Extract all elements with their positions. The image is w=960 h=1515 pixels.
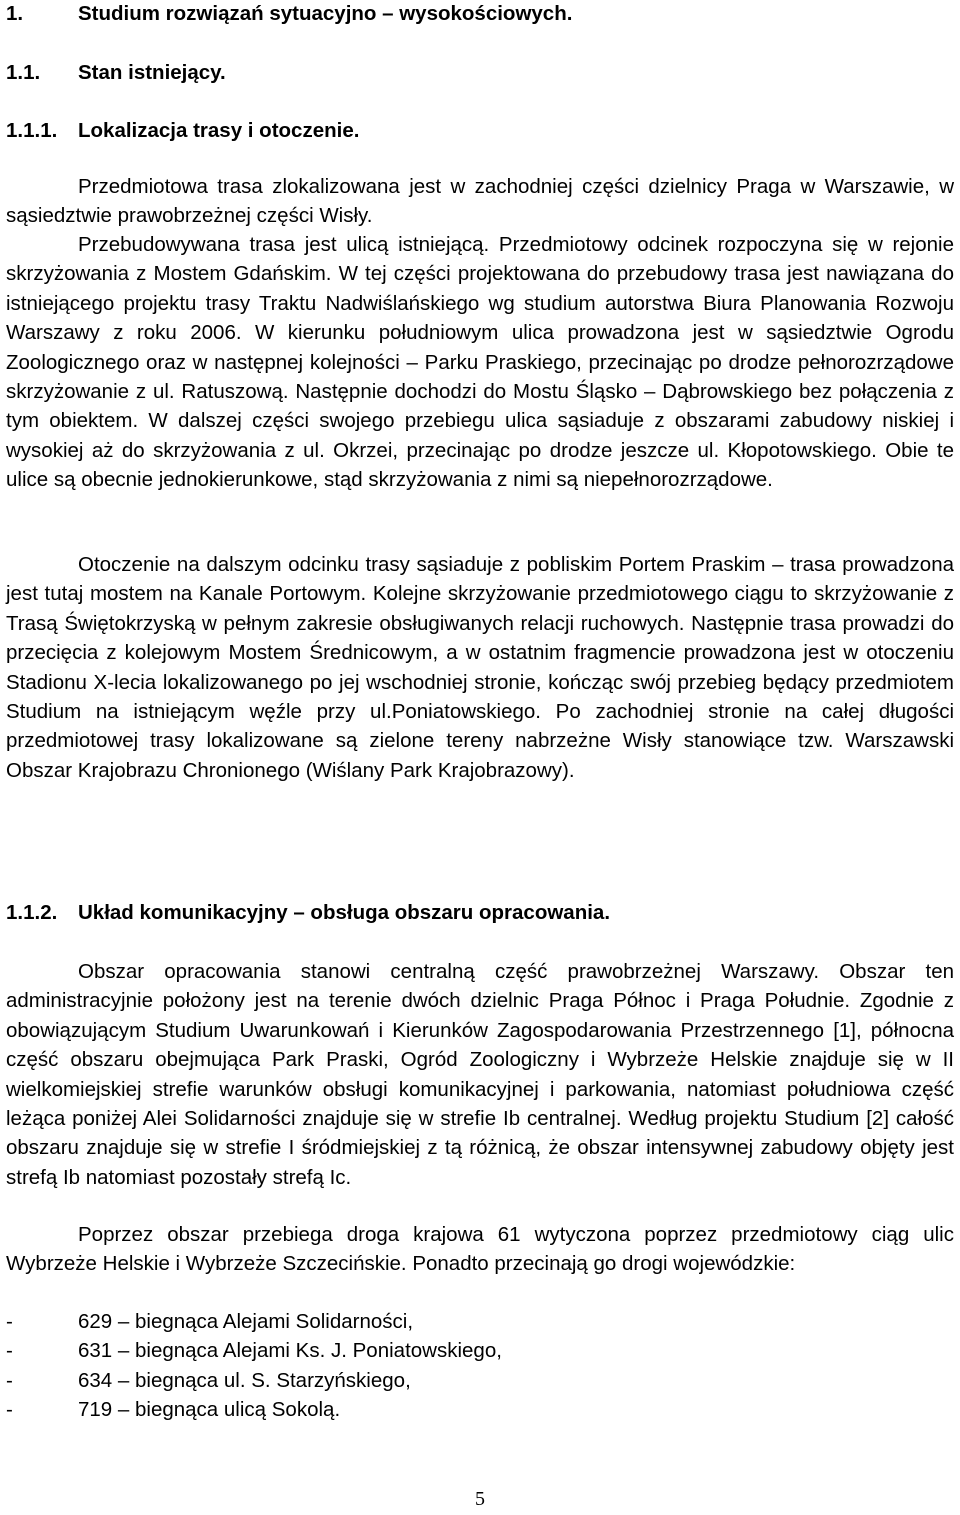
heading-title: Studium rozwiązań sytuacyjno – wysokościowych. — [78, 2, 573, 25]
paragraph: Poprzez obszar przebiega droga krajowa 61 wytyczona poprzez przedmiotowy ciąg ulic Wybrzeże Helskie i Wybrzeże Szczecińskie. Ponadto przecinają go drogi wojewódzkie: — [6, 1223, 954, 1276]
paragraph: Przebudowywana trasa jest ulicą istniejącą. Przedmiotowy odcinek rozpoczyna się w rejonie skrzyżowania z Mostem Gdańskim. W tej części projektowana do przebudowy trasa jest nawiązana do istniejącego projektu trasy Traktu Nadwiślańskiego wg studium autorstwa Biura Planowania Rozwoju Warszawy z roku 2006. W kierunku południowym ulica prowadzona jest w sąsiedztwie Ogrodu Zoologicznego oraz w następnej kolejności – Parku Praskiego, przecinając po drodze pełnorozrządowe skrzyżowanie z ul. Ratuszową. Następnie dochodzi do Mostu Śląsko – Dąbrowskiego bez połączenia z tym obiektem. W dalszej części swojego przebiegu ulica sąsiaduje z obszarami zabudowy niskiej i wysokiej aż do skrzyżowania z ul. Okrzei, przecinając po drodze jeszcze ul. Kłopotowskiego. Obie te ulice są obecnie jednokierunkowe, stąd skrzyżowania z nimi są niepełnorozrządowe. — [6, 233, 954, 492]
heading-title: Stan istniejący. — [78, 61, 226, 84]
list-item: - 629 – biegnąca Alejami Solidarności, — [6, 1310, 414, 1333]
road-list — [6, 1307, 502, 1425]
heading-level-3-section — [6, 901, 610, 925]
paragraph: Obszar opracowania stanowi centralną część prawobrzeżnej Warszawy. Obszar ten administracyjnie położony jest na terenie dwóch dzielnic Praga Północ i Praga Południe. Zgodnie z obowiązującym Studium Uwarunkowań i Kierunków Zagospodarowania Przestrzennego [1], północna część obszaru obejmująca Park Praski, Ogród Zoologiczny i Wybrzeże Helskie znajduje się w II wielkomiejskiej strefie warunków obsługi komunikacyjnej i parkowania, natomiast południowa część leżąca poniżej Alei Solidarności znajduje się w strefie Ib centralnej. Według projektu Studium [2] całość obszaru znajduje się w strefie I śródmiejskiej z tą różnicą, że obszar intensywnej zabudowy objęty jest strefą Ib natomiast pozostały strefą Ic. — [6, 960, 954, 1189]
heading-title: Układ komunikacyjny – obsługa obszaru opracowania. — [78, 901, 611, 924]
page-number: 5 — [475, 1488, 485, 1510]
paragraph: Otoczenie na dalszym odcinku trasy sąsiaduje z pobliskim Portem Praskim – trasa prowadzona jest tutaj mostem na Kanale Portowym. Kolejne skrzyżowanie przedmiotowego ciągu to skrzyżowanie z Trasą Świętokrzyską w pełnym zakresie obsługiwanych relacji ruchowych. Następnie trasa prowadzi do przecięcia z kolejowym Mostem Średnicowym, a w ostatnim fragmencie prowadzona jest w otoczeniu Stadionu X-lecia lokalizowanego po jej wschodniej stronie, kończąc swój przebieg będący przedmiotem Studium na istniejącym węźle przy ul.Poniatowskiego. Po zachodniej stronie na całej długości przedmiotowej trasy lokalizowane są zielone tereny nabrzeżne Wisły stanowiące tzw. Warszawski Obszar Krajobrazu Chronionego (Wiślany Park Krajobrazowy). — [6, 553, 954, 782]
heading-number: 1.1.1. — [6, 119, 58, 142]
list-item: - 631 – biegnąca Alejami Ks. J. Poniatowskiego, — [6, 1339, 502, 1363]
list-item: - 634 – biegnąca ul. S. Starzyńskiego, — [6, 1368, 411, 1392]
heading-title: Lokalizacja trasy i otoczenie. — [78, 119, 360, 142]
list-item: - 719 – biegnąca ulicą Sokolą. — [6, 1398, 341, 1422]
heading-number: 1. — [6, 2, 24, 25]
heading-number: 1.1.2. — [6, 901, 58, 924]
heading-level-2 — [6, 61, 226, 85]
heading-level-3 — [6, 119, 359, 143]
heading-number: 1.1. — [6, 61, 41, 84]
paragraph: Przedmiotowa trasa zlokalizowana jest w zachodniej części dzielnicy Praga w Warszawie, w sąsiedztwie prawobrzeżnej części Wisły. — [6, 175, 954, 228]
heading-level-1 — [6, 2, 572, 26]
